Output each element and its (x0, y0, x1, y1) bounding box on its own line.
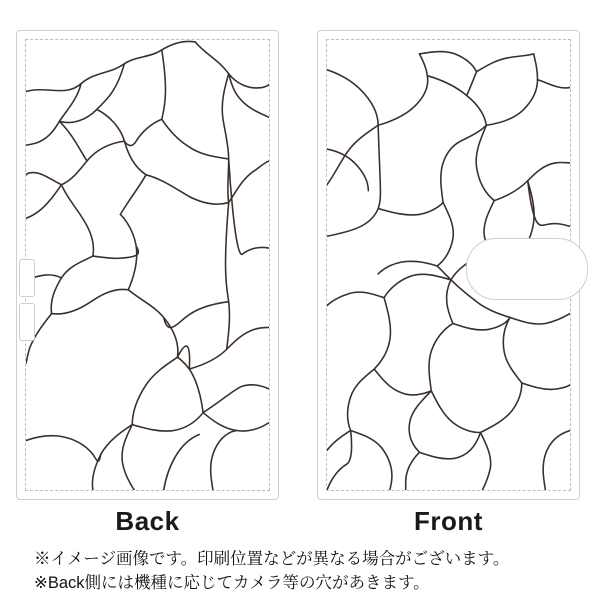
disclaimer-notes (34, 548, 574, 596)
magnetic-clasp-strap (466, 238, 588, 300)
back-cover-print-panel (25, 39, 270, 491)
cover-labels (0, 506, 600, 546)
back-cover (16, 30, 279, 500)
clasp-tab-top (19, 259, 35, 297)
note-image-disclaimer: ※イメージ画像です。印刷位置などが異なる場合がございます。 (34, 550, 510, 568)
note-camera-hole-disclaimer: ※Back側には機種に応じてカメラ等の穴があきます。 (34, 573, 430, 592)
clasp-tab-bottom (19, 303, 35, 341)
front-label: Front (414, 506, 483, 536)
case-spine (296, 30, 318, 500)
cracked-line-pattern-icon (26, 40, 269, 490)
back-label: Back (115, 506, 180, 536)
